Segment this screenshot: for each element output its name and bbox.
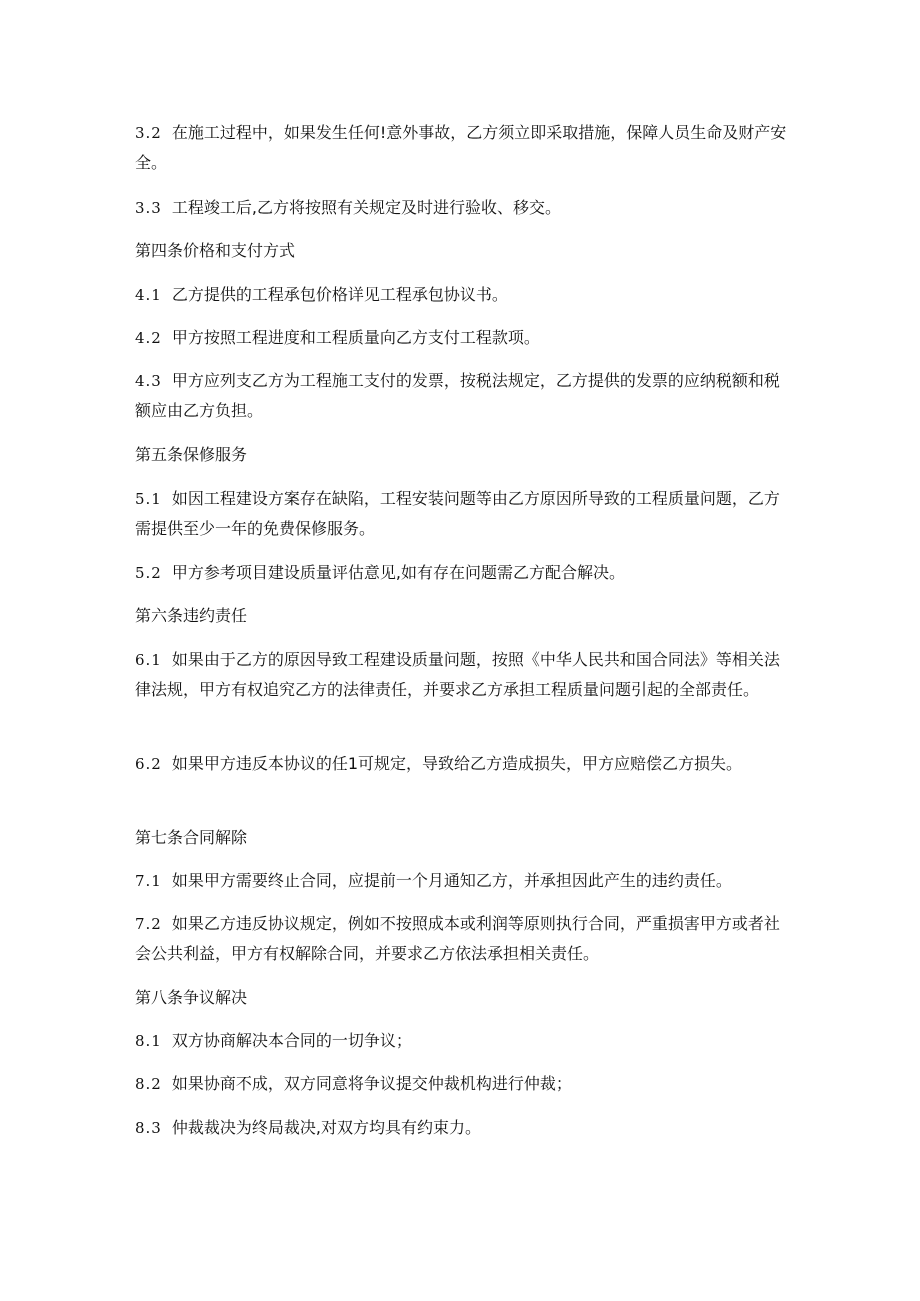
- clause-number: 8.1: [135, 1032, 162, 1050]
- clause-text: 乙方提供的工程承包价格详见工程承包协议书。: [171, 285, 508, 304]
- clause-text: 仲裁裁决为终局裁决,对双方均具有约束力。: [171, 1118, 481, 1137]
- clause-number: 8.2: [135, 1075, 162, 1093]
- clause-6-2: [135, 749, 795, 779]
- clause-7-1: [135, 866, 795, 896]
- clause-8-2: [135, 1069, 795, 1099]
- clause-number: 6.1: [135, 651, 162, 669]
- clause-text: 双方协商解决本合同的一切争议；: [171, 1031, 412, 1050]
- clause-text: 甲方按照工程进度和工程质量向乙方支付工程款项。: [171, 328, 540, 347]
- clause-text: 如果甲方需要终止合同，应提前一个月通知乙方，并承担因此产生的违约责任。: [171, 871, 732, 890]
- section-heading-5: 第五条保修服务: [135, 445, 248, 464]
- clause-text: 工程竣工后,乙方将按照有关规定及时进行验收、移交。: [171, 198, 561, 217]
- clause-text: 如果由于乙方的原因导致工程建设质量问题，按照《中华人民共和国合同法》等相关法律法规，甲方有权追究乙方的法律责任，并要求乙方承担工程质量问题引起的全部责任。: [135, 650, 780, 699]
- section-heading-8: 第八条争议解决: [135, 988, 248, 1007]
- clause-number: 5.2: [135, 564, 162, 582]
- clause-number: 5.1: [135, 490, 162, 508]
- clause-6-1: [135, 645, 795, 705]
- clause-number: 7.1: [135, 872, 162, 890]
- clause-8-3: [135, 1113, 795, 1143]
- clause-text: 甲方参考项目建设质量评估意见,如有存在问题需乙方配合解决。: [171, 563, 625, 582]
- clause-5-1: [135, 484, 795, 544]
- clause-4-3: [135, 366, 795, 426]
- section-heading-4: 第四条价格和支付方式: [135, 241, 296, 260]
- clause-number: 7.2: [135, 915, 162, 933]
- clause-4-1: [135, 280, 795, 310]
- section-heading-7: 第七条合同解除: [135, 828, 248, 847]
- clause-number: 3.3: [135, 199, 162, 217]
- clause-text: 如果协商不成，双方同意将争议提交仲裁机构进行仲裁；: [171, 1074, 572, 1093]
- clause-3-2: [135, 118, 795, 178]
- clause-number: 8.3: [135, 1119, 162, 1137]
- clause-text: 甲方应列支乙方为工程施工支付的发票，按税法规定，乙方提供的发票的应纳税额和税额应由乙方负担。: [135, 371, 780, 420]
- clause-text: 在施工过程中，如果发生任何!意外事故，乙方须立即采取措施，保障人员生命及财产安全。: [135, 123, 787, 172]
- section-heading-6: 第六条违约责任: [135, 606, 248, 625]
- clause-text: 如果乙方违反协议规定，例如不按照成本或利润等原则执行合同，严重损害甲方或者社会公共利益，甲方有权解除合同，并要求乙方依法承担相关责任。: [135, 914, 780, 963]
- clause-5-2: [135, 558, 795, 588]
- clause-3-3: [135, 193, 795, 223]
- clause-number: 4.2: [135, 329, 162, 347]
- clause-number: 4.1: [135, 286, 162, 304]
- clause-7-2: [135, 909, 795, 969]
- clause-8-1: [135, 1026, 795, 1056]
- clause-number: 6.2: [135, 755, 162, 773]
- clause-text: 如因工程建设方案存在缺陷，工程安装问题等由乙方原因所导致的工程质量问题，乙方需提供至少一年的免费保修服务。: [135, 489, 780, 538]
- clause-number: 3.2: [135, 124, 162, 142]
- clause-number: 4.3: [135, 372, 162, 390]
- clause-text: 如果甲方违反本协议的任1可规定，导致给乙方造成损失，甲方应赔偿乙方损失。: [171, 754, 743, 773]
- clause-4-2: [135, 323, 795, 353]
